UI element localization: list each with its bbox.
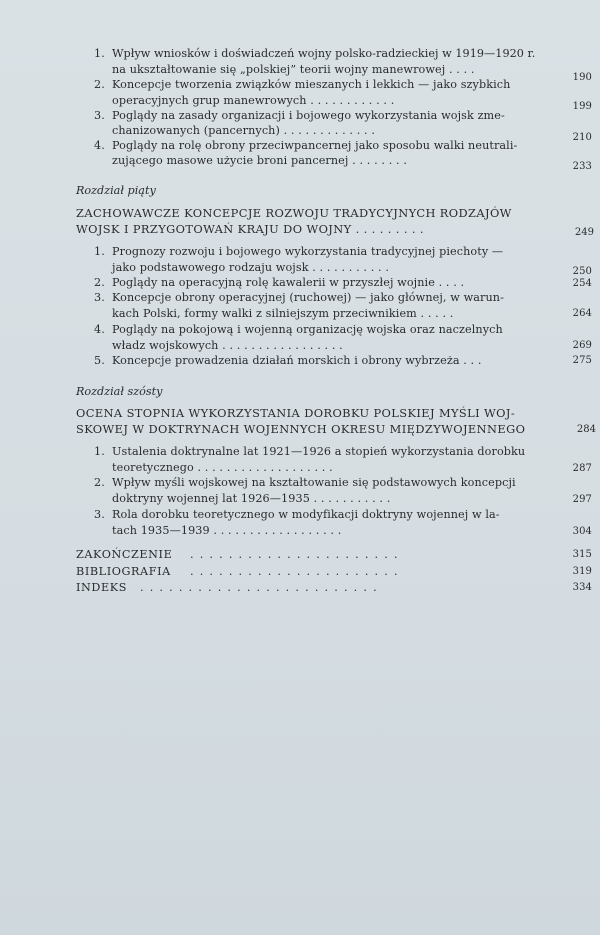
page-number: 287 (572, 463, 592, 474)
page-number: 315 (572, 549, 592, 560)
entry-label: INDEKS (76, 581, 127, 594)
page-number: 297 (572, 494, 592, 505)
entry-number: 5. (94, 354, 105, 367)
entry-line: Koncepcje tworzenia związków mieszanych i lekkich — jako szybkich (112, 78, 511, 91)
entry-dots: . . . . . . . . . . . . . . . . . . . . . . (190, 565, 399, 578)
entry-number: 2. (94, 78, 105, 91)
entry-number: 3. (94, 508, 105, 521)
entry-line: zującego masowe użycie broni pancernej . . . . . . . . (112, 154, 407, 167)
entry-line: Poglądy na rolę obrony przeciwpancernej jako sposobu walki neutrali- (112, 139, 518, 152)
entry-line: Koncepcje obrony operacyjnej (ruchowej) — jako głównej, w warun- (112, 291, 504, 304)
chapter-page-number: 284 (576, 424, 596, 435)
entry-number: 4. (94, 323, 105, 336)
entry-number: 3. (94, 291, 105, 304)
entry-line: na ukształtowanie się „polskiej” teorii wojny manewrowej . . . . (112, 63, 475, 76)
entry-line: jako podstawowego rodzaju wojsk . . . . . . . . . . . (112, 261, 390, 274)
page-number: 264 (572, 308, 592, 319)
entry-number: 1. (94, 245, 105, 258)
chapter-label: Rozdział piąty (76, 184, 156, 197)
page-number: 304 (572, 526, 592, 537)
chapter-title: OCENA STOPNIA WYKORZYSTANIA DOROBKU POLSKIEJ MYŚLI WOJ- (76, 406, 516, 420)
entry-line: kach Polski, formy walki z silniejszym przeciwnikiem . . . . . (112, 307, 454, 320)
page-number: 199 (572, 101, 592, 112)
entry-dots: . . . . . . . . . . . . . . . . . . . . . . (190, 548, 399, 561)
chapter-page-number: 249 (574, 227, 594, 238)
entry-line: doktryny wojennej lat 1926—1935 . . . . . . . . . . . (112, 492, 391, 505)
page-number: 233 (572, 161, 592, 172)
chapter-title: ZACHOWAWCZE KONCEPCJE ROZWOJU TRADYCYJNYCH RODZAJÓW (76, 206, 512, 220)
chapter-title: WOJSK I PRZYGOTOWAŃ KRAJU DO WOJNY . . . . . . . . . (76, 222, 424, 236)
entry-number: 2. (94, 276, 105, 289)
entry-number: 1. (94, 47, 105, 60)
chapter-label: Rozdział szósty (76, 385, 163, 398)
chapter-title: SKOWEJ W DOKTRYNACH WOJENNYCH OKRESU MIĘDZYWOJENNEGO (76, 422, 526, 436)
entry-number: 4. (94, 139, 105, 152)
entry-label: BIBLIOGRAFIA (76, 565, 171, 578)
entry-line: Koncepcje prowadzenia działań morskich i obrony wybrzeża . . . (112, 354, 482, 367)
entry-label: ZAKOŃCZENIE (76, 548, 173, 561)
entry-line: Poglądy na operacyjną rolę kawalerii w przyszłej wojnie . . . . (112, 276, 465, 289)
entry-number: 1. (94, 445, 105, 458)
entry-number: 3. (94, 109, 105, 122)
entry-dots: . . . . . . . . . . . . . . . . . . . . . . . . . (140, 581, 378, 594)
entry-line: Wpływ wniosków i doświadczeń wojny polsko-radzieckiej w 1919—1920 r. (112, 47, 536, 60)
entry-line: Ustalenia doktrynalne lat 1921—1926 a stopień wykorzystania dorobku (112, 445, 526, 458)
page-number: 319 (572, 566, 592, 577)
entry-line: chanizowanych (pancernych) . . . . . . . . . . . . . (112, 124, 376, 137)
page-number: 334 (572, 582, 592, 593)
page-number: 254 (572, 278, 592, 289)
entry-line: Poglądy na zasady organizacji i bojowego wykorzystania wojsk zme- (112, 109, 505, 122)
entry-line: teoretycznego . . . . . . . . . . . . . . . . . . . (112, 461, 333, 474)
page-number: 269 (572, 340, 592, 351)
entry-line: władz wojskowych . . . . . . . . . . . . . . . . . (112, 339, 343, 352)
entry-line: Poglądy na pokojową i wojenną organizację wojska oraz naczelnych (112, 323, 503, 336)
entry-line: tach 1935—1939 . . . . . . . . . . . . . . . . . . (112, 524, 342, 537)
page-number: 275 (572, 355, 592, 366)
page-number: 190 (572, 72, 592, 83)
entry-line: Rola dorobku teoretycznego w modyfikacji doktryny wojennej w la- (112, 508, 500, 521)
page-number: 250 (572, 266, 592, 277)
entry-number: 2. (94, 476, 105, 489)
entry-line: operacyjnych grup manewrowych . . . . . . . . . . . . (112, 94, 395, 107)
entry-line: Wpływ myśli wojskowej na kształtowanie się podstawowych koncepcji (112, 476, 516, 489)
entry-line: Prognozy rozwoju i bojowego wykorzystania tradycyjnej piechoty — (112, 245, 504, 258)
page-number: 210 (572, 132, 592, 143)
